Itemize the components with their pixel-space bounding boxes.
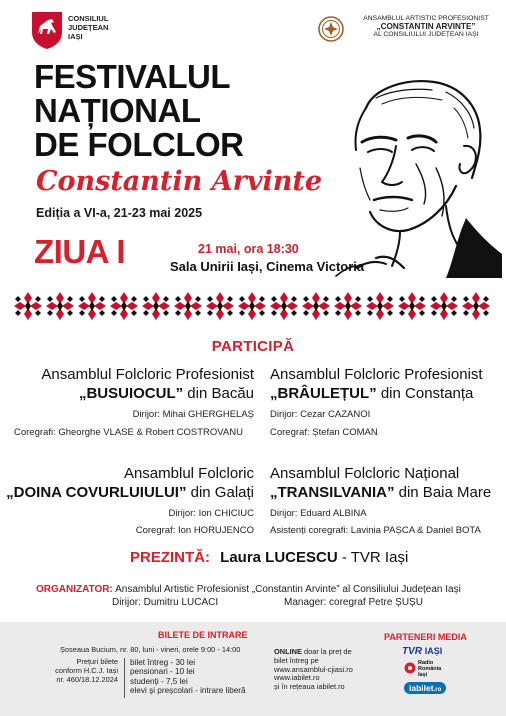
online-label: ONLINE [274,647,302,656]
ensemble-title [6,483,254,502]
presenter-station: - TVR Iași [341,549,409,566]
price-item: pensionari - 10 lei [130,667,195,677]
iabilet-logo [404,682,446,694]
price-list [130,658,246,696]
title-line-3: DE FOLCLOR [34,126,244,163]
tvr-iasi-logo [402,646,442,657]
tickets-heading: BILETE DE INTRARE [158,630,248,640]
iabilet-mark: iabilet [409,683,434,693]
ensemble-name: „DOINA COVURLUIULUI” [6,484,187,501]
ensemble-director: Dirijor: Ion CHICIUC [168,508,254,519]
ensemble-place: din Bacău [187,385,254,402]
price-item: bilet întreg - 30 lei [130,658,196,667]
ensemble-name-block [351,15,501,40]
radio-romania-logo [418,661,441,678]
ensemble-choreographer: Asistenți coregrafi: Lavinia PAȘCA & Daniel BOTA [270,525,481,536]
ensemble-type: Ansamblul Folcloric Profesionist [270,366,483,383]
title-line-1: FESTIVALUL [34,58,231,95]
organizer-line [36,584,461,595]
county-council-name [68,14,108,41]
ensemble-director: Dirijor: Eduard ALBINA [270,508,367,519]
ensemble-line-3: AL CONSILIULUI JUDEȚEAN IAȘI [373,31,479,39]
ensemble-type: Ansamblul Folcloric [123,465,254,482]
ensemble-name: „BRÂULEȚUL” [270,385,377,402]
event-venue: Sala Unirii Iași, Cinema Victoria [170,259,365,274]
radio-line: România [418,665,442,672]
online-tickets [274,648,353,692]
ensemble-director: Dirijor: Mihai GHERGHELAȘ [132,409,254,420]
website-link[interactable]: www.ansamblul-cjiasi.ro [274,664,353,674]
ensemble-card [270,365,483,403]
participants-heading: PARTICIPĂ [211,338,295,355]
radio-line: Radio [418,660,434,666]
iabilet-suffix: .ro [433,687,442,693]
organizer-director: Dirijor: Dumitru LUCACI [112,597,219,608]
online-line: și în rețeaua iabilet.ro [274,682,345,692]
price-conditions [55,658,118,684]
tickets-address: Șoseaua Bucium, nr. 80, luni - vineri, orele 9:00 - 14:00 [60,645,241,654]
presenter-line [130,549,408,566]
price-item: elevi și preșcolari - intrare liberă [130,686,246,696]
event-time: 21 mai, ora 18:30 [198,242,299,256]
ensemble-title [270,483,491,502]
ensemble-place: din Galați [190,484,254,501]
organizer-name: Ansamblul Artistic Profesionist „Constantin Arvinte” al Consiliului Județean Iași [115,584,461,595]
portrait-sketch-icon [296,68,504,278]
price-conditions-line: conform H.C.J. Iași [55,665,118,675]
ensemble-card [41,365,254,403]
ensemble-line-2: „CONSTANTIN ARVINTE” [376,22,476,32]
tvr-city: IAȘI [424,646,443,656]
festival-title [34,60,243,162]
online-line: doar la preț de [303,647,352,656]
price-conditions-line: nr. 460/18.12.2024 [56,674,118,684]
horse-crest-icon [30,10,64,50]
ensemble-type: Ansamblul Folcloric Profesionist [41,366,254,383]
price-conditions-line: Prețuri bilete [76,657,118,666]
ensemble-choreographer: Coregraf: Ion HORUJENCO [135,525,254,536]
ensemble-card [6,464,254,502]
ensemble-choreographer: Coregrafi: Gheorghe VLASE & Robert COSTROVANU [14,427,243,438]
radio-line: Iași [418,671,428,678]
day-label: ZIUA I [34,233,126,270]
presenter-label: PREZINTĂ: [130,549,210,566]
festival-subtitle: Constantin Arvinte [36,166,323,197]
organizer-manager: Manager: coregraf Petre ȘUȘU [284,597,423,608]
ensemble-type: Ansamblul Folcloric Național [270,465,460,482]
edition-dates: Ediția a VI-a, 21-23 mai 2025 [36,206,203,220]
ensemble-place: din Baia Mare [398,484,492,501]
tvr-mark: TVR [402,646,422,657]
ensemble-name: „TRANSILVANIA” [270,484,395,501]
ensemble-title [41,384,254,403]
divider [124,658,125,698]
ensemble-line-1: ANSAMBLUL ARTISTIC PROFESIONIST [363,15,489,22]
presenter-name: Laura LUCESCU [220,549,338,566]
ensemble-title [270,384,483,403]
ensemble-choreographer: Coregraf: Ștefan COMAN [270,427,378,438]
radio-icon [404,661,416,673]
ensemble-place: din Constanța [380,385,474,402]
media-partners-heading: PARTENERI MEDIA [384,632,467,642]
county-line-2: JUDEȚEAN [68,23,109,32]
county-line-3: IAȘI [68,32,83,41]
organizer-label: ORGANIZATOR: [36,584,113,595]
ensemble-director: Dirijor: Cezar CAZANOI [270,409,371,420]
county-line-1: CONSILIUL [68,14,109,23]
price-item: studenți - 7,5 lei [130,676,188,686]
folk-pattern-band [12,290,494,322]
iabilet-link[interactable]: www.iabilet.ro [274,673,320,683]
ensemble-card [270,464,491,502]
ensemble-name: „BUSUIOCUL” [78,385,184,402]
online-line: bilet întreg pe [274,655,319,665]
title-line-2: NAȚIONAL [34,92,201,129]
round-emblem-icon [318,16,344,42]
